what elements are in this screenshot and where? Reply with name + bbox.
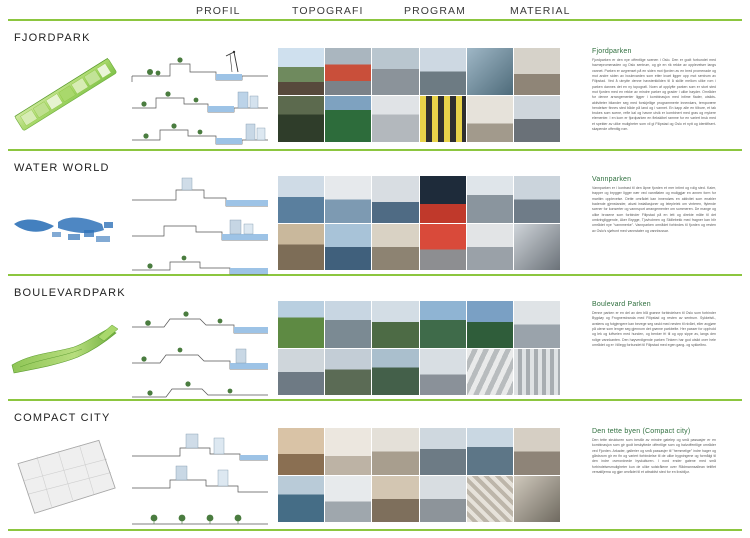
photo <box>467 224 513 271</box>
photo <box>514 176 560 223</box>
photo <box>325 301 371 348</box>
row-title-water-world: WATER WORLD <box>14 162 110 174</box>
photo-grid-boulevardpark <box>278 301 560 395</box>
plan-diagram-water-world <box>8 178 124 272</box>
photo <box>278 428 324 475</box>
plan-diagram-compact-city <box>8 428 124 522</box>
photo <box>372 176 418 223</box>
photo <box>514 428 560 475</box>
photo <box>278 96 324 143</box>
row-boulevardpark <box>0 277 750 398</box>
photo <box>514 96 560 143</box>
divider-row-1 <box>8 149 742 151</box>
divider-row-3 <box>8 399 742 401</box>
photo <box>467 428 513 475</box>
photo <box>325 224 371 271</box>
plan-diagram-boulevardpark <box>8 303 124 397</box>
photo <box>325 476 371 523</box>
photo <box>420 428 466 475</box>
profile-sections-water-world <box>130 176 270 276</box>
photo <box>514 48 560 95</box>
photo <box>278 301 324 348</box>
text-body: Denne parken er en del av den blå grønne forbindelsen til Oslo som forbinder Bygdøy og Frognerstranda med Filipstad og resten av sentrum. Sykkelsti-, avstens og fotgjengere kan bevege seg raskt med nesten til nivået, eller avgjøre på ulene som lenger seg gjennom det grønne parkbelte. Her passer for opphold og lek og luftveien med hunden, og benker fri til og opp sippe av, langs den rolige vannkanten. Den høyverdigende parken Tinkern har god utsikt over hele området og er i tillegg forbundet til Filipstad med egen gang- og sykkelbro. <box>592 311 716 347</box>
photo <box>420 48 466 95</box>
profile-sections-compact-city <box>130 426 270 526</box>
text-body: Vannparken er i kontrast til den åpne fjorden et mer intimt og rolig sted. Kaier, trapper og brygger ligger nær ved vannflaten og muliggjør en annen form for maritim opplevelse. Dette området kan innendørs en aktivitet som enabler badende gjenstander, akvat installasjoner og leiepleiek om vinteren, flytende scener for konserter og vannsport arrangementer om sommeren. De mange og ulike brosene som forbinder Filipstad på en lett og direkte måte til det omkringliggende, Aker Brygge, Tjuvholmen og Skillebekk med fragner kan blir området nye "vannmerke". Vannparken området forbindes til fjorden og resten av Oslo's sjøfront med vannstater og vannbussar. <box>592 186 716 233</box>
photo <box>514 224 560 271</box>
text-block-water-world <box>592 176 716 234</box>
plan-diagram-fjordpark <box>8 48 124 142</box>
text-heading: Vannparken <box>592 176 632 183</box>
photo <box>467 96 513 143</box>
text-heading: Fjordparken <box>592 48 632 55</box>
divider-bottom <box>8 529 742 531</box>
photo <box>514 349 560 396</box>
photo-grid-water-world <box>278 176 560 270</box>
photo <box>467 301 513 348</box>
photo <box>420 476 466 523</box>
photo <box>420 224 466 271</box>
photo <box>372 428 418 475</box>
photo <box>278 48 324 95</box>
profile-sections-fjordpark <box>130 46 270 146</box>
photo <box>514 476 560 523</box>
photo <box>278 176 324 223</box>
photo <box>372 301 418 348</box>
photo <box>467 349 513 396</box>
photo <box>278 349 324 396</box>
row-title-fjordpark: FJORDPARK <box>14 32 91 44</box>
photo-grid-compact-city <box>278 428 560 522</box>
photo <box>467 176 513 223</box>
text-heading: Boulevard Parken <box>592 301 651 308</box>
row-title-boulevardpark: BOULEVARDPARK <box>14 287 126 299</box>
photo <box>325 428 371 475</box>
photo <box>420 176 466 223</box>
column-header-material: MATERIAL <box>510 5 571 17</box>
text-heading: Den tette byen (Compact city) <box>592 428 691 435</box>
text-block-compact-city <box>592 428 716 475</box>
photo <box>278 224 324 271</box>
column-headers <box>0 2 750 20</box>
photo <box>372 224 418 271</box>
text-block-fjordpark <box>592 48 716 132</box>
photo <box>325 349 371 396</box>
photo <box>372 48 418 95</box>
text-body: Den tette strukturen som består av mindre gatelep og små passasjer er en kombinasjon som gir godt beskyttede offentlige som og halvoffentlige områder ved Fjorden. Arkader, gallerier og små passasjer til "hemmelige" indre hager og gårdsrom gir en fin og variert forbindelse til de ulike bygningene og formålgi til den indre overordnede byskulturen. I nord ender gatene med små forbindelsesmuligheter kun de ulike solstrålene over Rådmannsallean tetiflet versatiljerna og gjør området til et attraktivt sted for en livsbiljur. <box>592 438 716 474</box>
column-header-topografi: TOPOGRAFI <box>292 5 364 17</box>
row-fjordpark <box>0 22 750 148</box>
profile-sections-boulevardpark <box>130 301 270 401</box>
row-water-world <box>0 152 750 273</box>
text-block-boulevardpark <box>592 301 716 348</box>
text-body: Fjordparken er den nye offentlige scenen i Oslo. Den er godt forbundet med havnepromenaden og Oslo sentrum, og gir en rik rekke av opplevelser langs vannet. Parken er avgrenset på en siden mot fjorden av en bred promenade og mot andre siden av boulevarden som etter kvart ligger opp mot sentrum av Filipstad. Ved å utnytte denne havsterkkilden til å skille mellom ulike rom i parken dannes det en ny topografi. Noen af opplyfte parken som er stort sted mot fjorden med en rekke av mindre parker og grader i ulike høyder. Områder for denne arrangementer ligger i kombinasjon med intime flader, utsikts-aktiviteter bliander seg med forskjellige programmerte innendørs, temporære hendelser finnes sted både på land og i vannet. En kapp alle en tilbure, et tak brukes som scene, refle kal og havne utvik er kombinert med gras og mykere elementer. I en kom er fjordparken en flekskibel ramme for en variert bruk med et spekter av ulike muligheter som vil gi Filipstad og Oslo et nytt og identifisert-skapende offentlig rom. <box>592 58 716 132</box>
photo <box>325 176 371 223</box>
column-header-profil: PROFIL <box>196 5 241 17</box>
photo <box>372 476 418 523</box>
column-header-program: PROGRAM <box>404 5 466 17</box>
photo <box>325 96 371 143</box>
photo <box>420 96 466 143</box>
photo <box>278 476 324 523</box>
photo <box>514 301 560 348</box>
photo <box>372 349 418 396</box>
photo <box>372 96 418 143</box>
photo-grid-fjordpark <box>278 48 560 142</box>
divider-top <box>8 19 742 21</box>
row-compact-city <box>0 402 750 528</box>
divider-row-2 <box>8 274 742 276</box>
photo <box>467 476 513 523</box>
photo <box>420 349 466 396</box>
row-title-compact-city: COMPACT CITY <box>14 412 111 424</box>
photo <box>467 48 513 95</box>
photo <box>420 301 466 348</box>
photo <box>325 48 371 95</box>
